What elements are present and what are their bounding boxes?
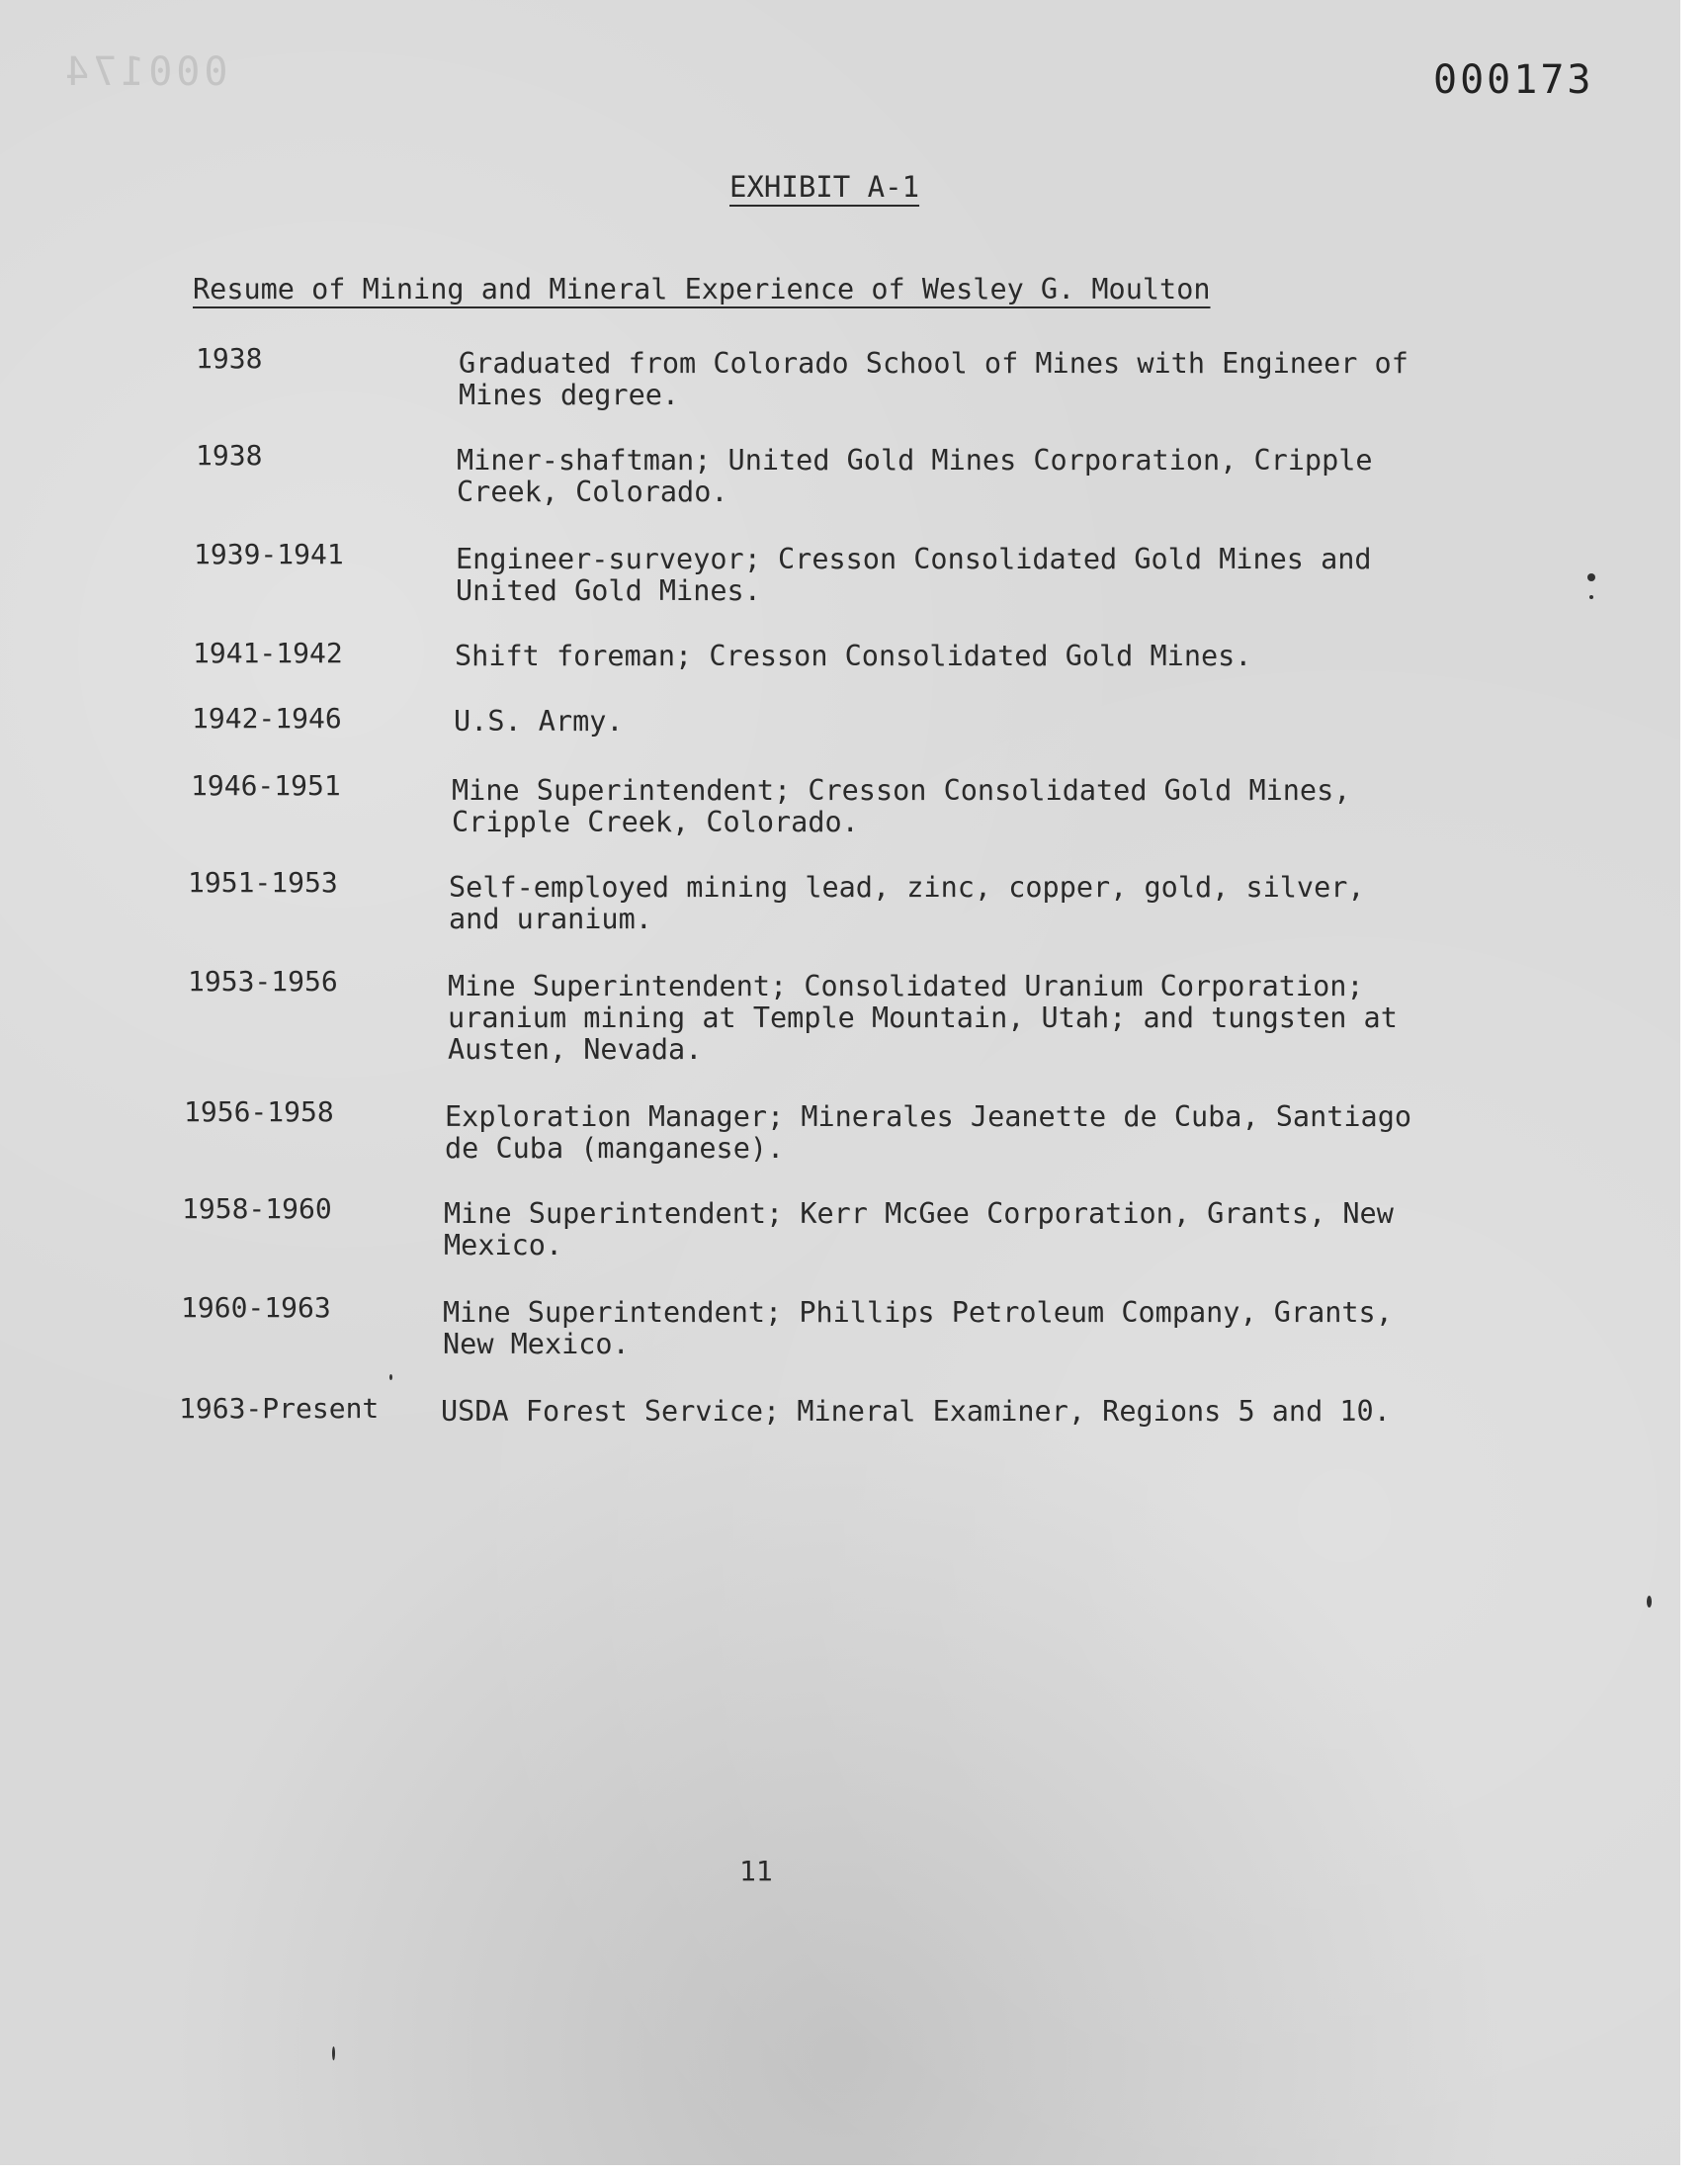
entry-date: 1951-1953 — [188, 866, 338, 899]
entry-date: 1956-1958 — [184, 1095, 334, 1128]
document-number: 000173 — [1433, 57, 1594, 103]
entry-date: 1960-1963 — [181, 1291, 331, 1324]
faded-stamp-number: 000174 — [61, 49, 228, 95]
scan-speck — [1587, 573, 1595, 581]
entry-description: Engineer-surveyor; Cresson Consolidated Gold Mines and United Gold Mines. — [456, 543, 1372, 607]
page-number: 11 — [739, 1855, 773, 1887]
entry-date: 1938 — [196, 439, 263, 472]
page-edge — [1680, 0, 1708, 2165]
entry-description: Self-employed mining lead, zinc, copper, gold, silver, and uranium. — [449, 871, 1365, 935]
entry-description: Mine Superintendent; Consolidated Uranium Corporation; uranium mining at Temple Mountain, Utah; and tungsten at Austen, Nevada. — [448, 970, 1398, 1066]
entry-date: 1941-1942 — [193, 637, 343, 669]
entry-description: Miner-shaftman; United Gold Mines Corporation, Cripple Creek, Colorado. — [457, 444, 1373, 508]
entry-description: USDA Forest Service; Mineral Examiner, Regions 5 and 10. — [441, 1395, 1391, 1428]
scan-speck — [1589, 595, 1593, 599]
resume-heading: Resume of Mining and Mineral Experience of Wesley G. Moulton — [193, 273, 1211, 305]
entry-description: Mine Superintendent; Cresson Consolidated Gold Mines, Cripple Creek, Colorado. — [452, 774, 1351, 838]
entry-date: 1946-1951 — [191, 769, 341, 802]
entry-description: Graduated from Colorado School of Mines with Engineer of Mines degree. — [459, 347, 1409, 411]
entry-description: Mine Superintendent; Phillips Petroleum Company, Grants, New Mexico. — [443, 1296, 1393, 1360]
entry-description: Exploration Manager; Minerales Jeanette de Cuba, Santiago de Cuba (manganese). — [445, 1100, 1412, 1165]
entry-date: 1938 — [196, 342, 263, 375]
scan-speck — [332, 2046, 335, 2060]
entry-date: 1963-Present — [179, 1392, 380, 1425]
scan-speck — [1647, 1596, 1652, 1608]
page-edge-bottom — [0, 2165, 1708, 2175]
entry-date: 1939-1941 — [194, 538, 344, 570]
entry-description: Shift foreman; Cresson Consolidated Gold Mines. — [455, 640, 1252, 672]
entry-description: U.S. Army. — [454, 705, 624, 738]
scan-speck — [389, 1374, 392, 1380]
exhibit-title: EXHIBIT A-1 — [729, 170, 920, 204]
entry-date: 1953-1956 — [188, 965, 338, 998]
entry-date: 1958-1960 — [182, 1192, 332, 1225]
entry-description: Mine Superintendent; Kerr McGee Corporation, Grants, New Mexico. — [444, 1197, 1394, 1262]
entry-date: 1942-1946 — [192, 702, 342, 735]
